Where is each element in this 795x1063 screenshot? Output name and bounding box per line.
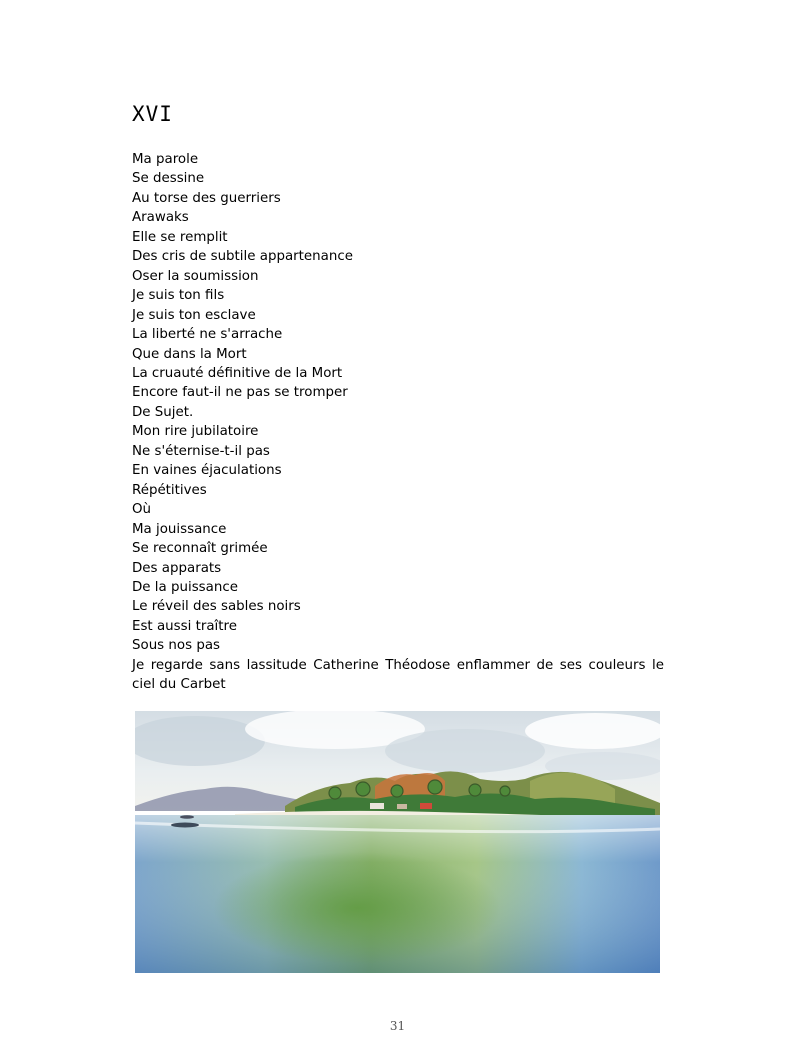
seascape-painting [135,711,660,973]
poem-line: Mon rire jubilatoire [132,424,259,440]
poem-line: De la puissance [132,579,238,595]
poem-line: Je suis ton esclave [132,307,256,323]
poem-line: Des cris de subtile appartenance [132,249,353,265]
poem-line: Oser la soumission [132,268,259,284]
poem-line: Je suis ton fils [132,288,225,304]
poem-line: Ne s'éternise-t-il pas [132,443,270,459]
poem-line: Où [132,502,152,518]
poem-line: Sous nos pas [132,638,221,654]
poem-line: Se dessine [132,171,205,187]
poem-line: En vaines éjaculations [132,463,282,479]
poem-line: La liberté ne s'arrache [132,327,283,343]
poem-line: Ma jouissance [132,521,227,537]
page-number: 31 [389,1019,406,1033]
poem-line: Répétitives [132,482,207,498]
poem-line: Se reconnaît grimée [132,541,268,557]
poem-line: Le réveil des sables noirs [132,599,301,615]
poem-line: Au torse des guerriers [132,190,281,206]
poem-line: Des apparats [132,560,222,576]
poem-line: Ma parole [132,152,199,167]
poem-line: Est aussi traître [132,618,237,634]
poem-line: Encore faut-il ne pas se tromper [132,385,348,401]
poem-line: La cruauté définitive de la Mort [132,365,343,381]
poem-closing-line: Je regarde sans lassitude Catherine Théodose enflammer de ses couleurs le ciel du Carbet [132,657,664,693]
section-title: XVI [132,102,173,126]
poem-line: Elle se remplit [132,229,228,245]
poem-line: Arawaks [132,210,189,226]
poem-text [132,150,664,695]
poem-line: Que dans la Mort [132,346,247,362]
poem-line: De Sujet. [132,404,194,420]
